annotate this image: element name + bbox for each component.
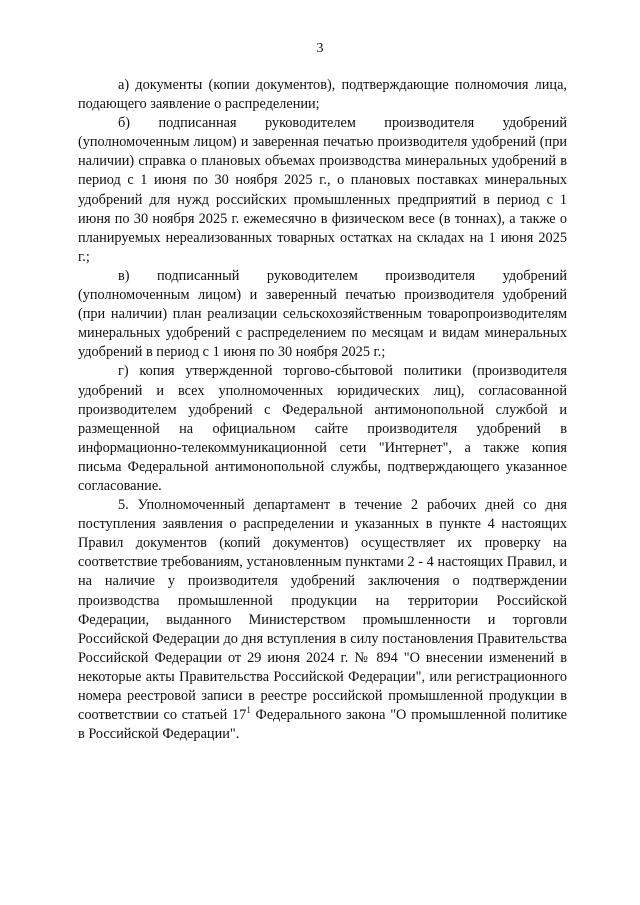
paragraph-a: а) документы (копии документов), подтверждающие полномочия лица, подающего заявление о распределении;	[78, 77, 567, 113]
paragraph-b: б) подписанная руководителем производителя удобрений (уполномоченным лицом) и заверенная печатью производителя удобрений (при наличии) справка о плановых объемах производства минеральных удобрений в период с 1 июня по 30 ноября 2025 г., о плановых поставках минеральных удобрений для нужд российских промышленных предприятий в период с 1 июня по 30 ноября 2025 г. ежемесячно в физическом весе (в тоннах), а также о планируемых нереализованных товарных остатках на складах на 1 июня 2025 г.;	[78, 115, 567, 265]
paragraph-5-text-end: Федерального закона "О промышленной политике в Российской Федерации".	[78, 707, 567, 743]
page-number: 3	[316, 41, 324, 56]
paragraph-5-text: 5. Уполномоченный департамент в течение 2 рабочих дней со дня поступления заявления о распределении и указанных в пункте 4 настоящих Правил документов (копий документов) осуществляет их проверку на соответствие требованиям, установленным пунктами 2 - 4 настоящих Правил, и на наличие у производителя удобрений заключения о подтверждении производства промышленной продукции на территории Российской Федерации, выданного Министерством промышленности и торговли Российской Федерации до дня вступления в силу постановления Правительства Российской Федерации от 29 июня 2024 г. № 894 "О внесении изменений в некоторые акты Правительства Российской Федерации", или регистрационного номера реестровой записи в реестре российской промышленной продукции в соответствии со статьей 17	[78, 497, 567, 724]
paragraph-v: в) подписанный руководителем производителя удобрений (уполномоченным лицом) и заверенный печатью производителя удобрений (при наличии) план реализации сельскохозяйственным товаропроизводителям минеральных удобрений с распределением по месяцам и видам минеральных удобрений в период с 1 июня по 30 ноября 2025 г.;	[78, 267, 567, 361]
paragraph-g: г) копия утвержденной торгово-сбытовой политики (производителя удобрений и всех уполномоченных юридических лиц), согласованной производителем удобрений с Федеральной антимонопольной службой и размещенной на официальном сайте производителя удобрений в информационно-телекоммуникационной сети "Интернет", а также копия письма Федеральной антимонопольной службы, подтверждающего указанное согласование.	[78, 363, 567, 494]
paragraph-5	[78, 496, 567, 744]
document-body	[78, 76, 567, 744]
article-superscript: 1	[246, 705, 251, 716]
